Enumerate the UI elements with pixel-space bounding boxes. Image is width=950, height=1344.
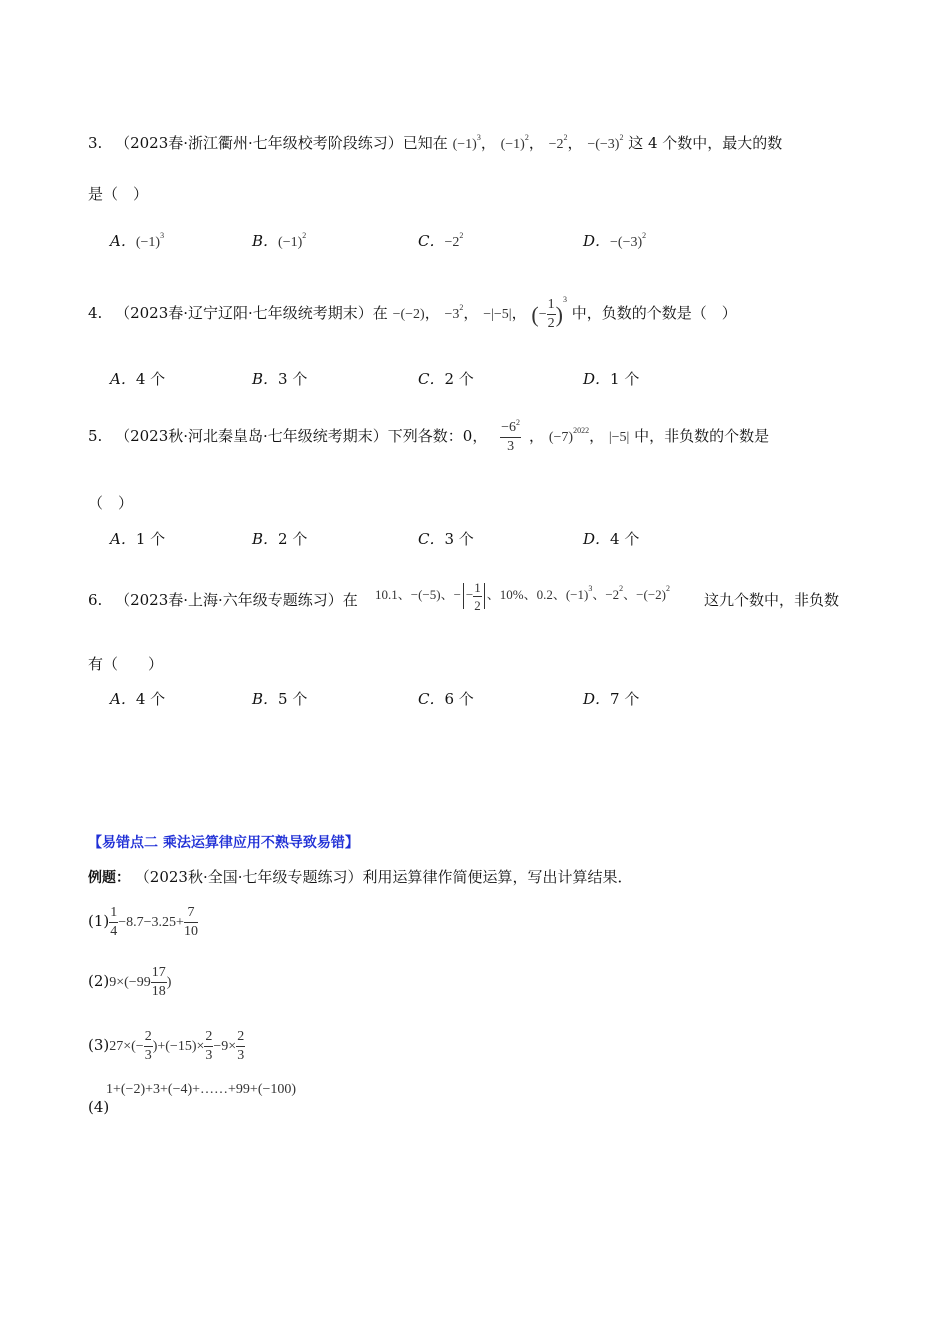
question-3-source: （2023春·浙江衢州·七年级校考阶段练习）已知在 <box>115 134 448 152</box>
q4-option-d[interactable]: D．1 个 <box>583 370 640 388</box>
q4-option-a[interactable]: A．4 个 <box>110 370 166 388</box>
example-text: （2023秋·全国·七年级专题练习）利用运算律作简便运算，写出计算结果． <box>134 868 633 886</box>
section-heading: 【易错点二 乘法运算律应用不熟导致易错】 <box>88 835 359 851</box>
example-item-1: (1) $\frac{1}{4}$ −8.7−3.25+ $\frac{7}{10}$ <box>88 905 198 940</box>
q4-expr-1: −(−2) <box>392 307 425 322</box>
question-5-continuation: （ ） <box>88 494 134 512</box>
question-5-line: 5. （2023秋·河北秦皇岛·七年级统考期末）下列各数：0， $\frac{-6^2}{3}$ ， $(-7)^{2022}$， |−5| 中，非负数的个数是 <box>88 418 770 455</box>
q3-expr-1: $(-1)^3$ <box>452 133 481 152</box>
q3-expr-3: $-2^2$ <box>548 133 568 152</box>
question-3-number: 3. <box>88 134 103 152</box>
q5-option-d[interactable]: D．4 个 <box>583 530 640 548</box>
question-6-continuation: 有（ ） <box>88 655 164 673</box>
q4-option-c[interactable]: C．2 个 <box>418 370 474 388</box>
q6-option-a[interactable]: A．4 个 <box>110 690 166 708</box>
example-label: 例题： <box>88 870 130 886</box>
q5-option-b[interactable]: B．2 个 <box>252 530 308 548</box>
question-3-line: 3. （2023春·浙江衢州·七年级校考阶段练习）已知在 $(-1)^3$， $(-1)^2$， $-2^2$， $-(-3)^2$ 这 4 个数中，最大的数 <box>88 133 783 152</box>
question-4-tail: 中，负数的个数是（ ） <box>571 304 737 322</box>
question-3-continuation: 是（ ） <box>88 185 149 203</box>
q3-option-b[interactable]: B．$(-1)^2$ <box>252 231 307 250</box>
q3-option-d[interactable]: D．$-(-3)^2$ <box>583 231 647 250</box>
question-5-tail: 中，非负数的个数是 <box>634 427 770 445</box>
q5-fraction: $\frac{-6^2}{3}$ <box>501 418 521 455</box>
q5-expr-3: |−5| <box>608 430 630 445</box>
q3-expr-2: $(-1)^2$ <box>500 133 529 152</box>
question-6-prefix <box>88 589 358 610</box>
question-4-line: 4. （2023春·辽宁辽阳·七年级统考期末）在 −(−2)， $-3^2$， −|−5|， (− $\frac{1}{2}$ )$^3$ 中，负数的个数是（ ） <box>88 295 737 332</box>
example-item-2: (2)9×(−99 $\frac{17}{18}$ ) <box>88 965 172 1000</box>
q5-expr-2: $(-7)^{2022}$ <box>548 426 590 445</box>
q3-option-c[interactable]: C．$-2^2$ <box>418 231 464 250</box>
question-5-number: 5. <box>88 427 103 445</box>
q5-option-a[interactable]: A．1 个 <box>110 530 166 548</box>
q3-expr-4: $-(-3)^2$ <box>587 133 624 152</box>
example-item-3: (3)27×(− $\frac{2}{3}$ )+(−15)× $\frac{2}{3}$ −9× $\frac{2}{3}$ <box>88 1029 245 1064</box>
question-4-source: （2023春·辽宁辽阳·七年级统考期末）在 <box>115 304 388 322</box>
q6-option-c[interactable]: C．6 个 <box>418 690 474 708</box>
q4-option-b[interactable]: B．3 个 <box>252 370 308 388</box>
q4-fraction-expr: (− $\frac{1}{2}$ )$^3$ <box>531 295 567 332</box>
example-item-4-expr: 1+(−2)+3+(−4)+……+99+(−100) <box>106 1082 297 1097</box>
q4-expr-2: $-3^2$ <box>444 303 464 322</box>
q4-expr-3: −|−5| <box>483 307 512 322</box>
q6-option-d[interactable]: D．7 个 <box>583 690 640 708</box>
example-item-4-label: (4) <box>88 1098 110 1116</box>
example-line <box>88 866 633 887</box>
question-6-tail: 这九个数中，非负数 <box>704 591 840 609</box>
question-6-source: （2023春·上海·六年级专题练习）在 <box>115 591 358 609</box>
question-6-number: 6. <box>88 591 103 609</box>
question-4-number: 4. <box>88 304 103 322</box>
q5-option-c[interactable]: C．3 个 <box>418 530 474 548</box>
q6-option-b[interactable]: B．5 个 <box>252 690 308 708</box>
q3-option-a[interactable]: A．$(-1)^3$ <box>110 231 165 250</box>
question-3-tail: 这 4 个数中，最大的数 <box>628 134 783 152</box>
q6-number-list: 10.1、−(−5)、− − $\frac{1}{2}$ 、10%、0.2、$(-1)^3$、$-2^2$、$-(-2)^2$ <box>375 579 670 613</box>
question-5-source: （2023秋·河北秦皇岛·七年级统考期末）下列各数：0， <box>115 427 488 445</box>
